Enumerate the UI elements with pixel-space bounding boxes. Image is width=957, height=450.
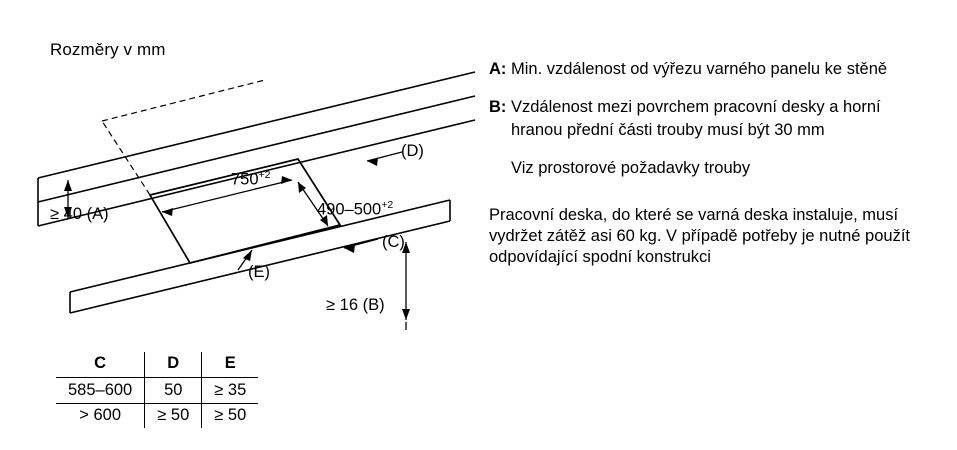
- table-row: [56, 378, 258, 404]
- hob-cutout-drawing: [30, 30, 490, 350]
- label-d: (D): [401, 142, 424, 160]
- note-a: [489, 58, 919, 80]
- note-b-text: Vzdálenost mezi povrchem pracovní desky a horní hranou přední části trouby musí být 30 mm: [511, 98, 881, 139]
- note-oven-space: Viz prostorové požadavky trouby: [511, 158, 751, 177]
- note-b: [489, 96, 919, 141]
- table-cell-e: ≥ 35: [202, 378, 259, 404]
- table-cell-c: > 600: [79, 406, 121, 424]
- notes-column: [489, 58, 919, 268]
- label-b: ≥ 16 (B): [326, 296, 385, 314]
- dimensions-title: Rozměry v mm: [50, 40, 166, 59]
- label-width: $750^{+2}$: [231, 169, 271, 189]
- label-c: (C): [382, 233, 405, 251]
- table-header-d: D: [145, 352, 202, 378]
- label-a: ≥ 40 (A): [50, 205, 109, 223]
- note-worktop-load: Pracovní deska, do které se varná deska instaluje, musí vydržet zátěž asi 60 kg. V případě potřeby je nutné použít odpovídající spodní konstrukci: [489, 206, 910, 267]
- table-cell-c: 585–600: [56, 378, 145, 404]
- note-a-key: A:: [489, 60, 507, 78]
- leader-c: [344, 239, 378, 253]
- leader-d: [367, 152, 402, 166]
- clearance-table: [56, 352, 258, 428]
- table-row: [56, 404, 258, 429]
- table-cell-e: ≥ 50: [202, 404, 259, 429]
- dim-b-line: [402, 242, 410, 330]
- table-header-row: [56, 352, 258, 378]
- dim-750-line: [162, 176, 292, 216]
- note-a-text: Min. vzdálenost od výřezu varného panelu ke stěně: [511, 60, 888, 78]
- label-e: (E): [248, 263, 270, 281]
- table-header-e: E: [202, 352, 259, 378]
- label-depth: $490-500^{+2}$: [317, 199, 394, 219]
- table-header-c: C: [56, 352, 145, 378]
- note-b-key: B:: [489, 98, 507, 117]
- worktop-top-edge: [38, 72, 475, 178]
- table-cell-d: ≥ 50: [145, 404, 202, 429]
- table-cell-d: 50: [145, 378, 202, 404]
